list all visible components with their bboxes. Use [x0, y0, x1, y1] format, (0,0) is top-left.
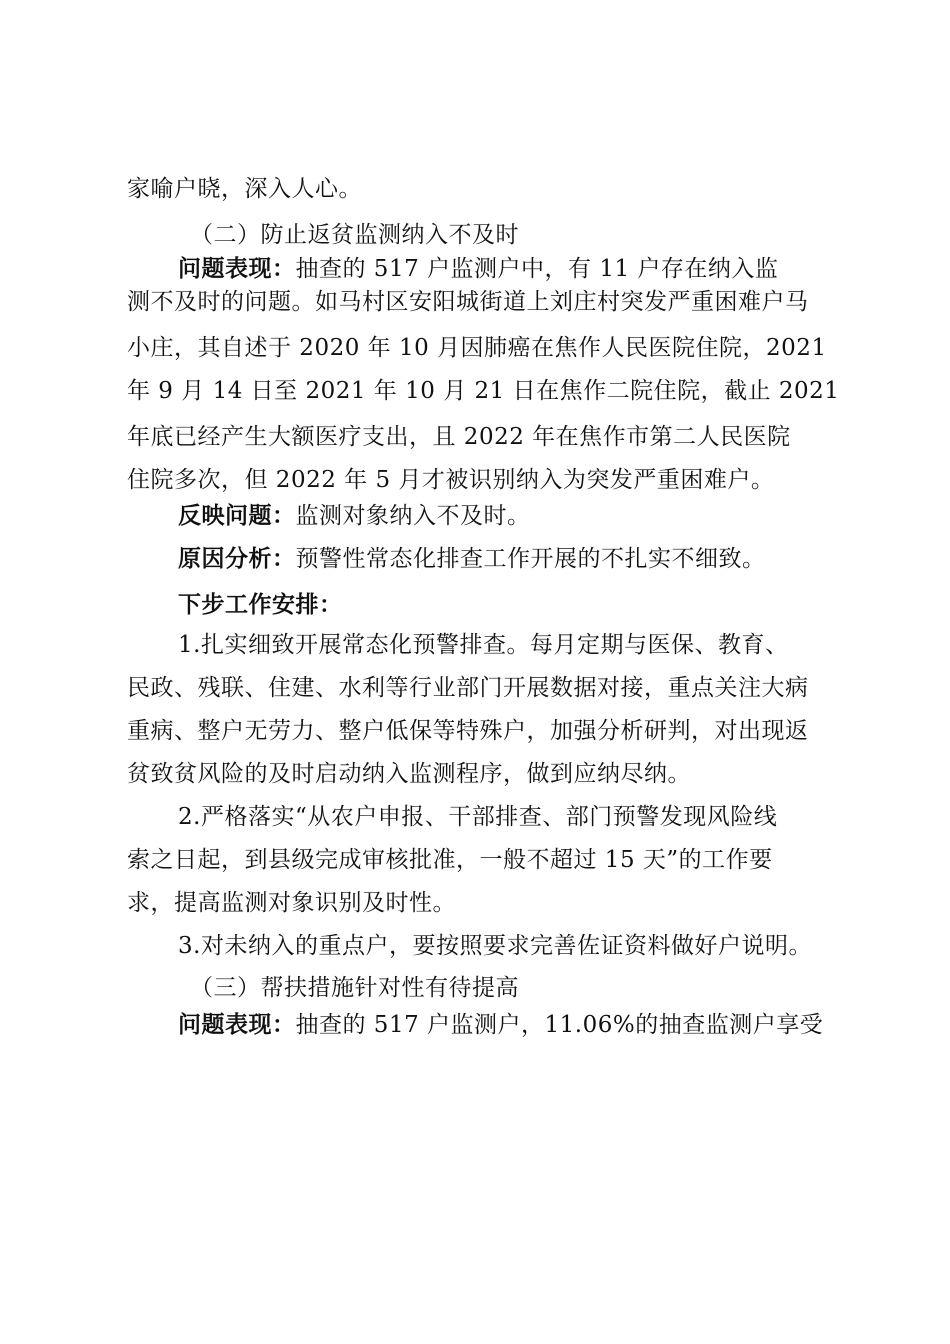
text-line: 民政、残联、住建、水利等行业部门开展数据对接，重点关注大病 [127, 675, 809, 701]
bold-label: 问题表现： [178, 256, 296, 282]
text-line: 住院多次，但 2022 年 5 月才被识别纳入为突发严重困难户。 [127, 467, 775, 493]
bold-label: 问题表现： [178, 1012, 296, 1038]
section-heading: （三）帮扶措施针对性有待提高 [190, 975, 519, 1001]
line-text: 抽查的 517 户监测户，11.06%的抽查监测户享受 [295, 1012, 824, 1038]
text-line: 求，提高监测对象识别及时性。 [127, 890, 456, 916]
line-text: 抽查的 517 户监测户中，有 11 户存在纳入监 [295, 256, 779, 282]
section-heading: （二）防止返贫监测纳入不及时 [190, 222, 519, 248]
line-text: 预警性常态化排查工作开展的不扎实不细致。 [295, 546, 766, 572]
text-line: 小庄，其自述于 2020 年 10 月因肺癌在焦作人民医院住院，2021 [127, 335, 827, 361]
text-line: 3.对未纳入的重点户，要按照要求完善佐证资料做好户说明。 [178, 933, 812, 959]
text-line: 2.严格落实“从农户申报、干部排查、部门预警发现风险线 [178, 804, 778, 830]
text-line: 年底已经产生大额医疗支出，且 2022 年在焦作市第二人民医院 [127, 424, 791, 450]
text-line: 索之日起，到县级完成审核批准，一般不超过 15 天”的工作要 [127, 847, 773, 873]
text-line: 贫致贫风险的及时启动纳入监测程序，做到应纳尽纳。 [127, 761, 691, 787]
text-line: 重病、整户无劳力、整户低保等特殊户，加强分析研判，对出现返 [127, 718, 809, 744]
text-line [178, 544, 766, 574]
bold-label: 下步工作安排： [178, 592, 343, 618]
text-line [178, 254, 778, 284]
text-line: 测不及时的问题。如马村区安阳城街道上刘庄村突发严重困难户马 [127, 289, 809, 315]
text-line: 1.扎实细致开展常态化预警排查。每月定期与医保、教育、 [178, 632, 789, 658]
text-line: 家喻户晓，深入人心。 [127, 176, 362, 202]
section-heading [178, 590, 343, 620]
text-line: 年 9 月 14 日至 2021 年 10 月 21 日在焦作二院住院，截止 2021 [127, 378, 840, 404]
bold-label: 反映问题： [178, 503, 296, 529]
text-line [178, 1010, 823, 1040]
text-line [178, 501, 531, 531]
line-text: 监测对象纳入不及时。 [295, 503, 531, 529]
bold-label: 原因分析： [178, 546, 296, 572]
